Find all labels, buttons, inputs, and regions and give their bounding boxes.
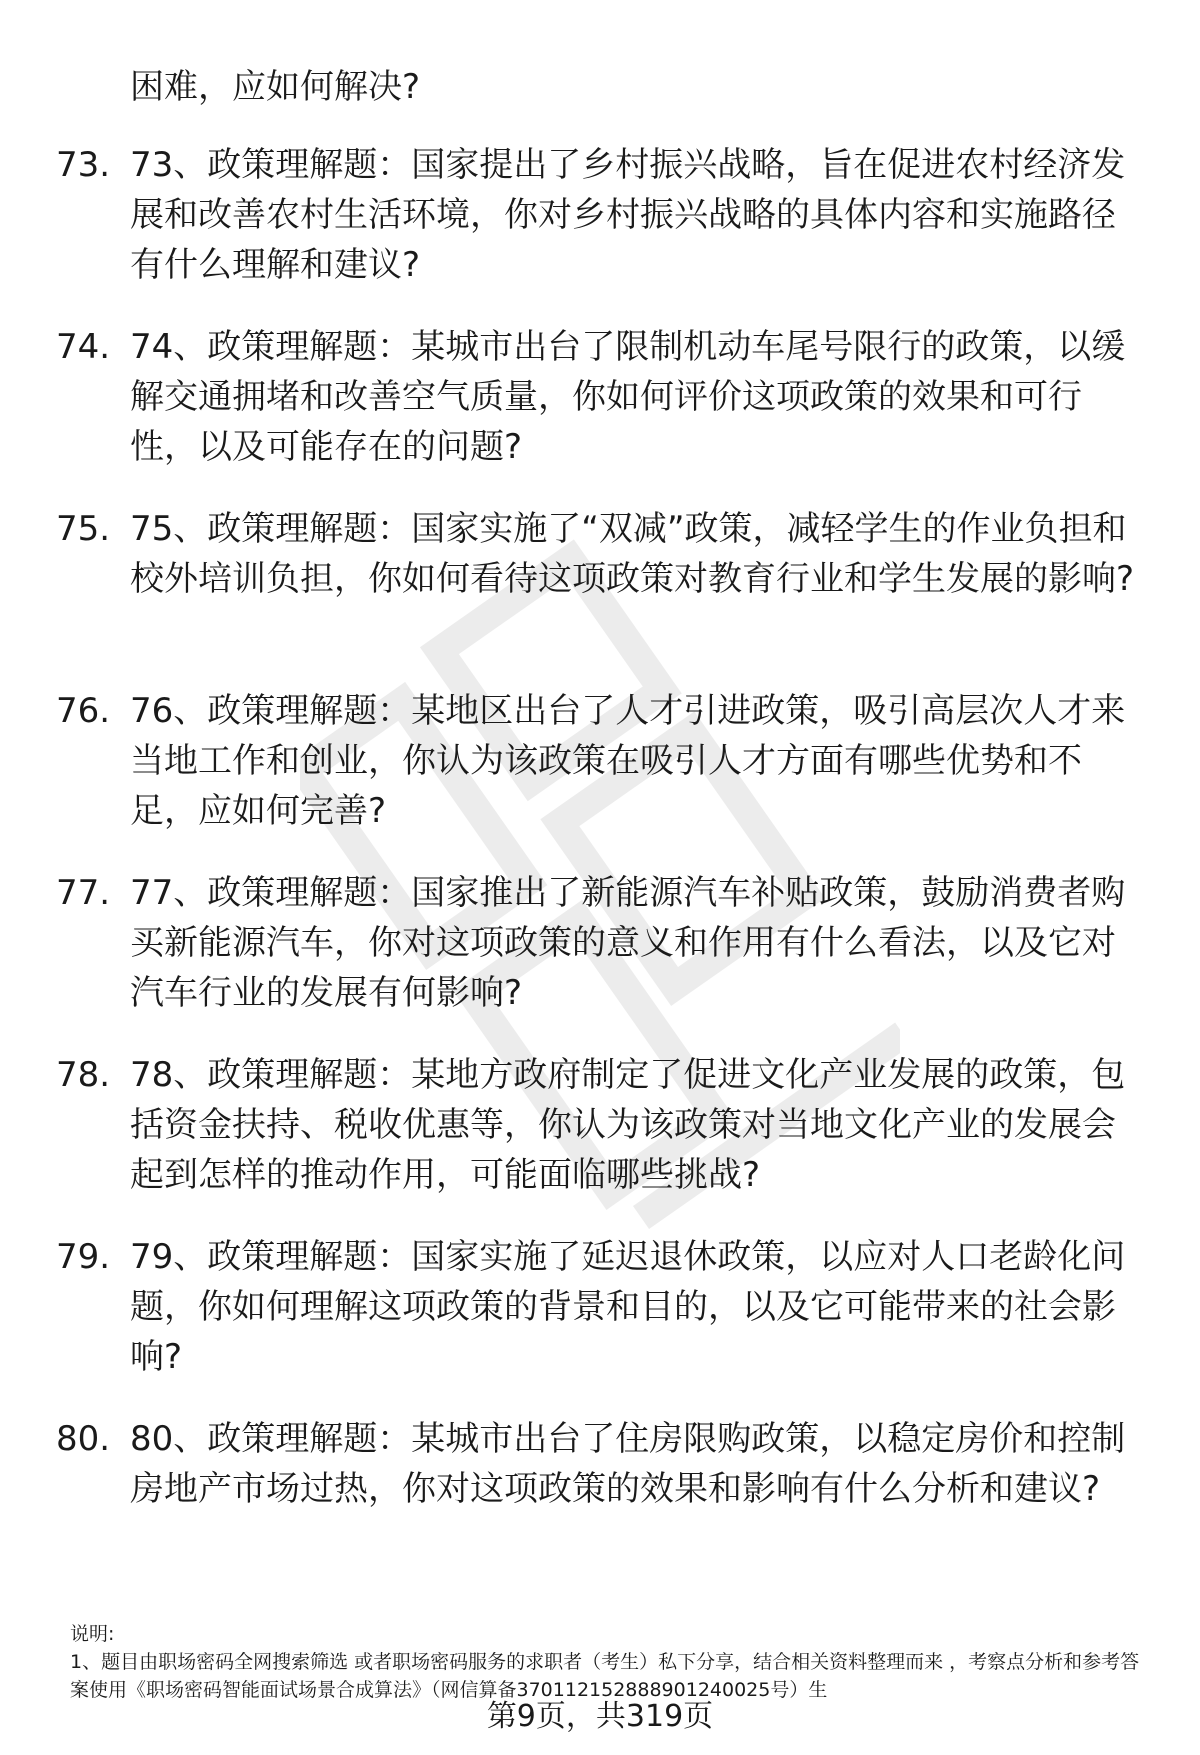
notes-heading: 说明: [70,1623,115,1645]
question-number: 75. [56,509,111,549]
question-item [0,140,1200,322]
question-item [0,504,1200,686]
question-number: 78. [56,1055,111,1095]
page-footer [0,1697,1200,1737]
notes-section [70,1620,1155,1704]
notes-body: 1、题目由职场密码全网搜索筛选 或者职场密码服务的求职者（考生）私下分享，结合相关资料整理而来 ，考察点分析和参考答案使用《职场密码智能面试场景合成算法》（网信算备370112152888901240025号）生 [70,1651,1140,1701]
question-number: 76. [56,691,111,731]
question-number: 80. [56,1419,111,1459]
question-text: 80、政策理解题：某城市出台了住房限购政策，以稳定房价和控制房地产市场过热，你对这项政策的效果和影响有什么分析和建议? [130,1419,1126,1509]
question-item [0,1232,1200,1414]
question-number: 73. [56,145,111,185]
question-item [0,1050,1200,1232]
question-item [0,322,1200,504]
continuation-text: 困难，应如何解决? [130,67,421,107]
question-number: 74. [56,327,111,367]
question-number: 79. [56,1237,111,1277]
question-text: 79、政策理解题：国家实施了延迟退休政策，以应对人口老龄化问题，你如何理解这项政策的背景和目的，以及它可能带来的社会影响? [130,1237,1126,1377]
question-text: 77、政策理解题：国家推出了新能源汽车补贴政策，鼓励消费者购买新能源汽车，你对这项政策的意义和作用有什么看法，以及它对汽车行业的发展有何影响? [130,873,1126,1013]
question-item [0,1414,1200,1596]
question-item [0,686,1200,868]
question-text: 75、政策理解题：国家实施了“双减”政策，减轻学生的作业负担和校外培训负担，你如何看待这项政策对教育行业和学生发展的影响? [130,509,1135,599]
question-text: 74、政策理解题：某城市出台了限制机动车尾号限行的政策，以缓解交通拥堵和改善空气质量，你如何评价这项政策的效果和可行性，以及可能存在的问题? [130,327,1126,467]
question-item [0,868,1200,1050]
page-number-label: 第9页，共319页 [486,1699,714,1734]
question-list [0,140,1200,1596]
question-number: 77. [56,873,111,913]
question-text: 78、政策理解题：某地方政府制定了促进文化产业发展的政策，包括资金扶持、税收优惠等，你认为该政策对当地文化产业的发展会起到怎样的推动作用，可能面临哪些挑战? [130,1055,1126,1195]
question-text: 76、政策理解题：某地区出台了人才引进政策，吸引高层次人才来当地工作和创业，你认为该政策在吸引人才方面有哪些优势和不足，应如何完善? [130,691,1126,831]
question-text: 73、政策理解题：国家提出了乡村振兴战略，旨在促进农村经济发展和改善农村生活环境，你对乡村振兴战略的具体内容和实施路径有什么理解和建议? [130,145,1126,285]
